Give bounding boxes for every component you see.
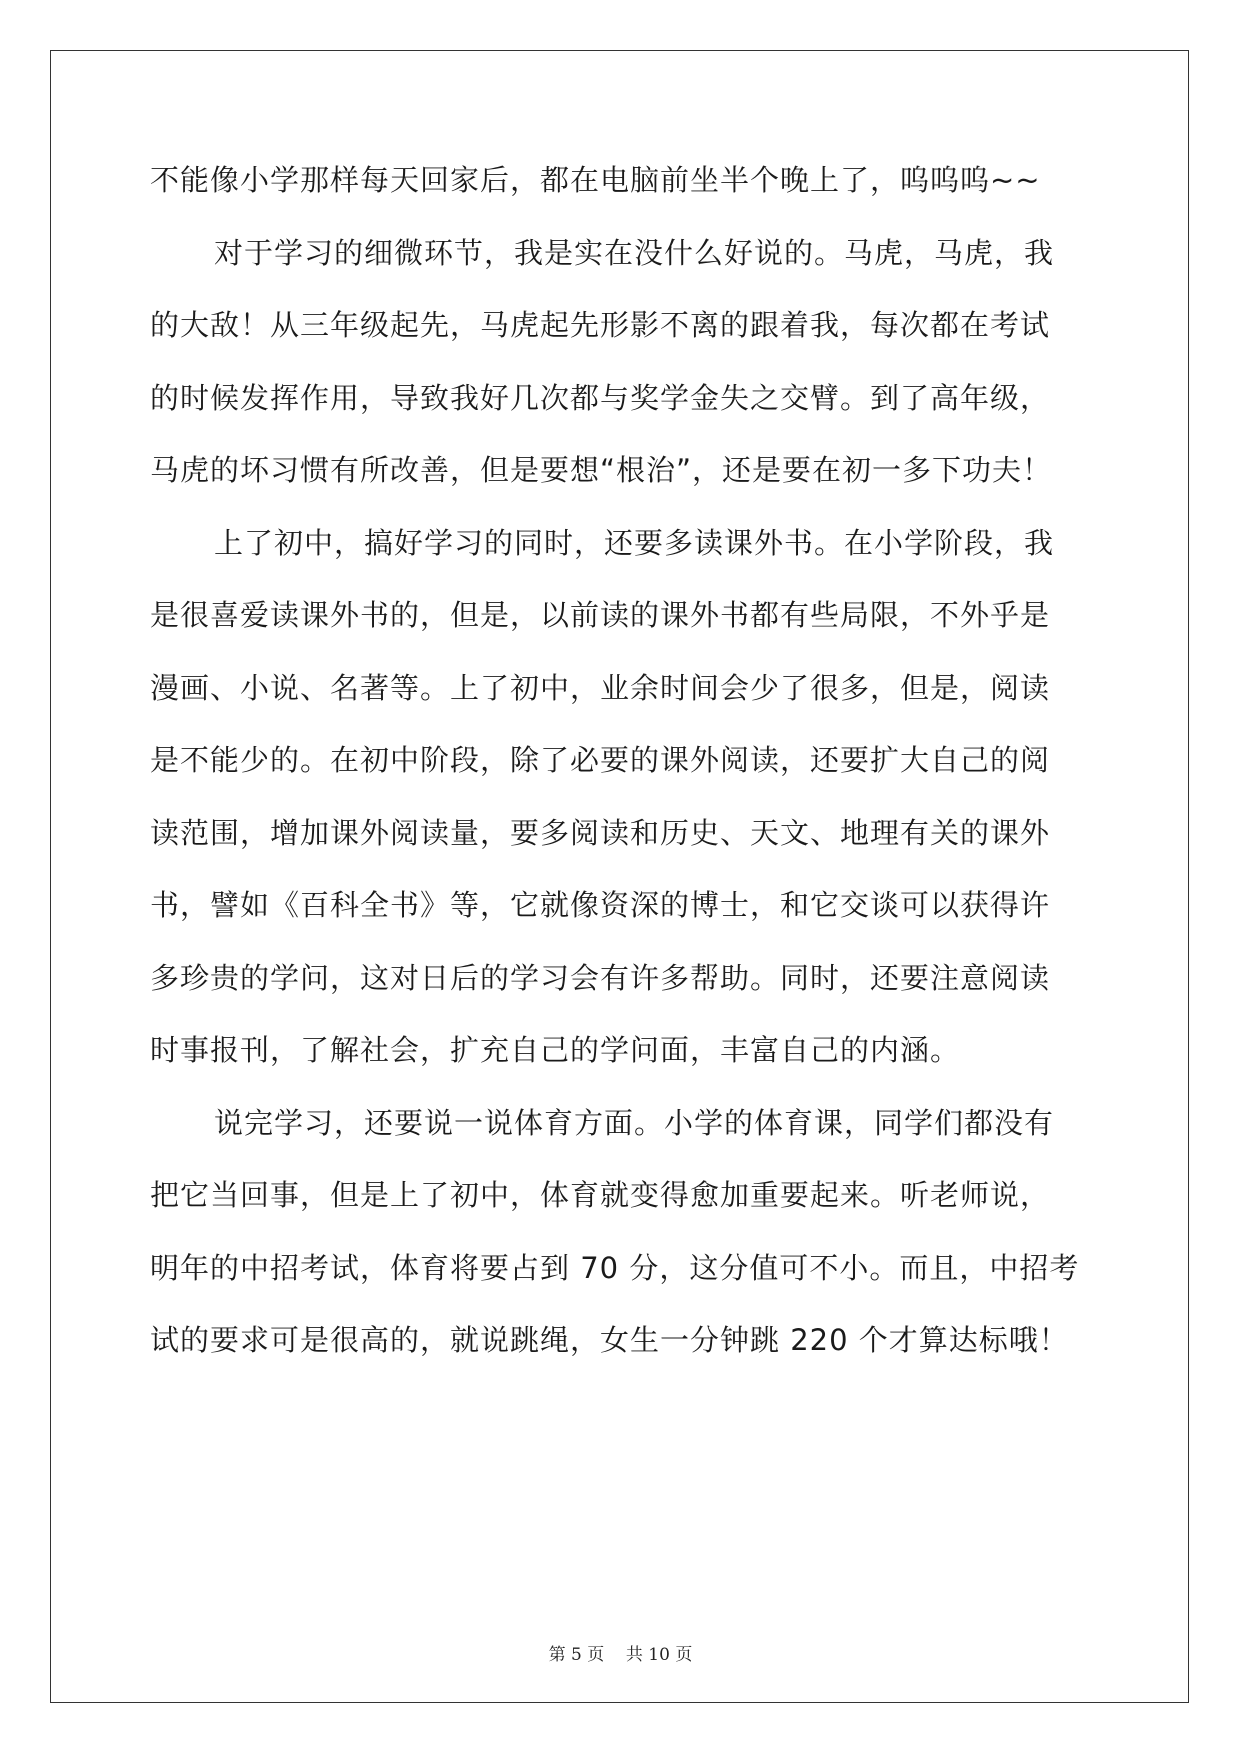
- text-line: 读范围，增加课外阅读量，要多阅读和历史、天文、地理有关的课外: [150, 815, 1051, 850]
- page-border: [50, 50, 1189, 1703]
- text-line: 马虎的坏习惯有所改善，但是要想“根治”，还是要在初一多下功夫！: [150, 453, 1053, 487]
- text-line: 书，譬如《百科全书》等，它就像资深的博士，和它交谈可以获得许: [150, 888, 1051, 922]
- total-pages-label: 共 10 页: [625, 1645, 693, 1665]
- text-line: 不能像小学那样每天回家后，都在电脑前坐半个晚上了，呜呜呜~~: [150, 163, 1041, 197]
- text-line: 上了初中，搞好学习的同时，还要多读课外书。在小学阶段，我: [214, 525, 1055, 560]
- text-line: 明年的中招考试，体育将要占到 70 分，这分值可不小。而且，中招考: [150, 1250, 1080, 1285]
- text-line: 试的要求可是很高的，就说跳绳，女生一分钟跳 220 个才算达标哦！: [150, 1323, 1069, 1357]
- current-page-label: 第 5 页: [548, 1645, 605, 1665]
- text-line: 是很喜爱读课外书的，但是，以前读的课外书都有些局限，不外乎是: [150, 598, 1051, 632]
- text-line: 的时候发挥作用，导致我好几次都与奖学金失之交臂。到了高年级，: [150, 380, 1051, 415]
- text-line: 的大敌！从三年级起先，马虎起先形影不离的跟着我，每次都在考试: [150, 308, 1051, 342]
- text-line: 说完学习，还要说一说体育方面。小学的体育课，同学们都没有: [214, 1105, 1055, 1140]
- text-line: 时事报刊，了解社会，扩充自己的学问面，丰富自己的内涵。: [150, 1033, 961, 1067]
- text-line: 把它当回事，但是上了初中，体育就变得愈加重要起来。听老师说，: [150, 1178, 1051, 1212]
- text-line: 多珍贵的学问，这对日后的学习会有许多帮助。同时，还要注意阅读: [150, 960, 1051, 995]
- text-line: 对于学习的细微环节，我是实在没什么好说的。马虎，马虎，我: [214, 235, 1055, 270]
- text-line: 漫画、小说、名著等。上了初中，业余时间会少了很多，但是，阅读: [150, 670, 1051, 705]
- text-line: 是不能少的。在初中阶段，除了必要的课外阅读，还要扩大自己的阅: [150, 743, 1051, 777]
- page-footer: [0, 1640, 1241, 1665]
